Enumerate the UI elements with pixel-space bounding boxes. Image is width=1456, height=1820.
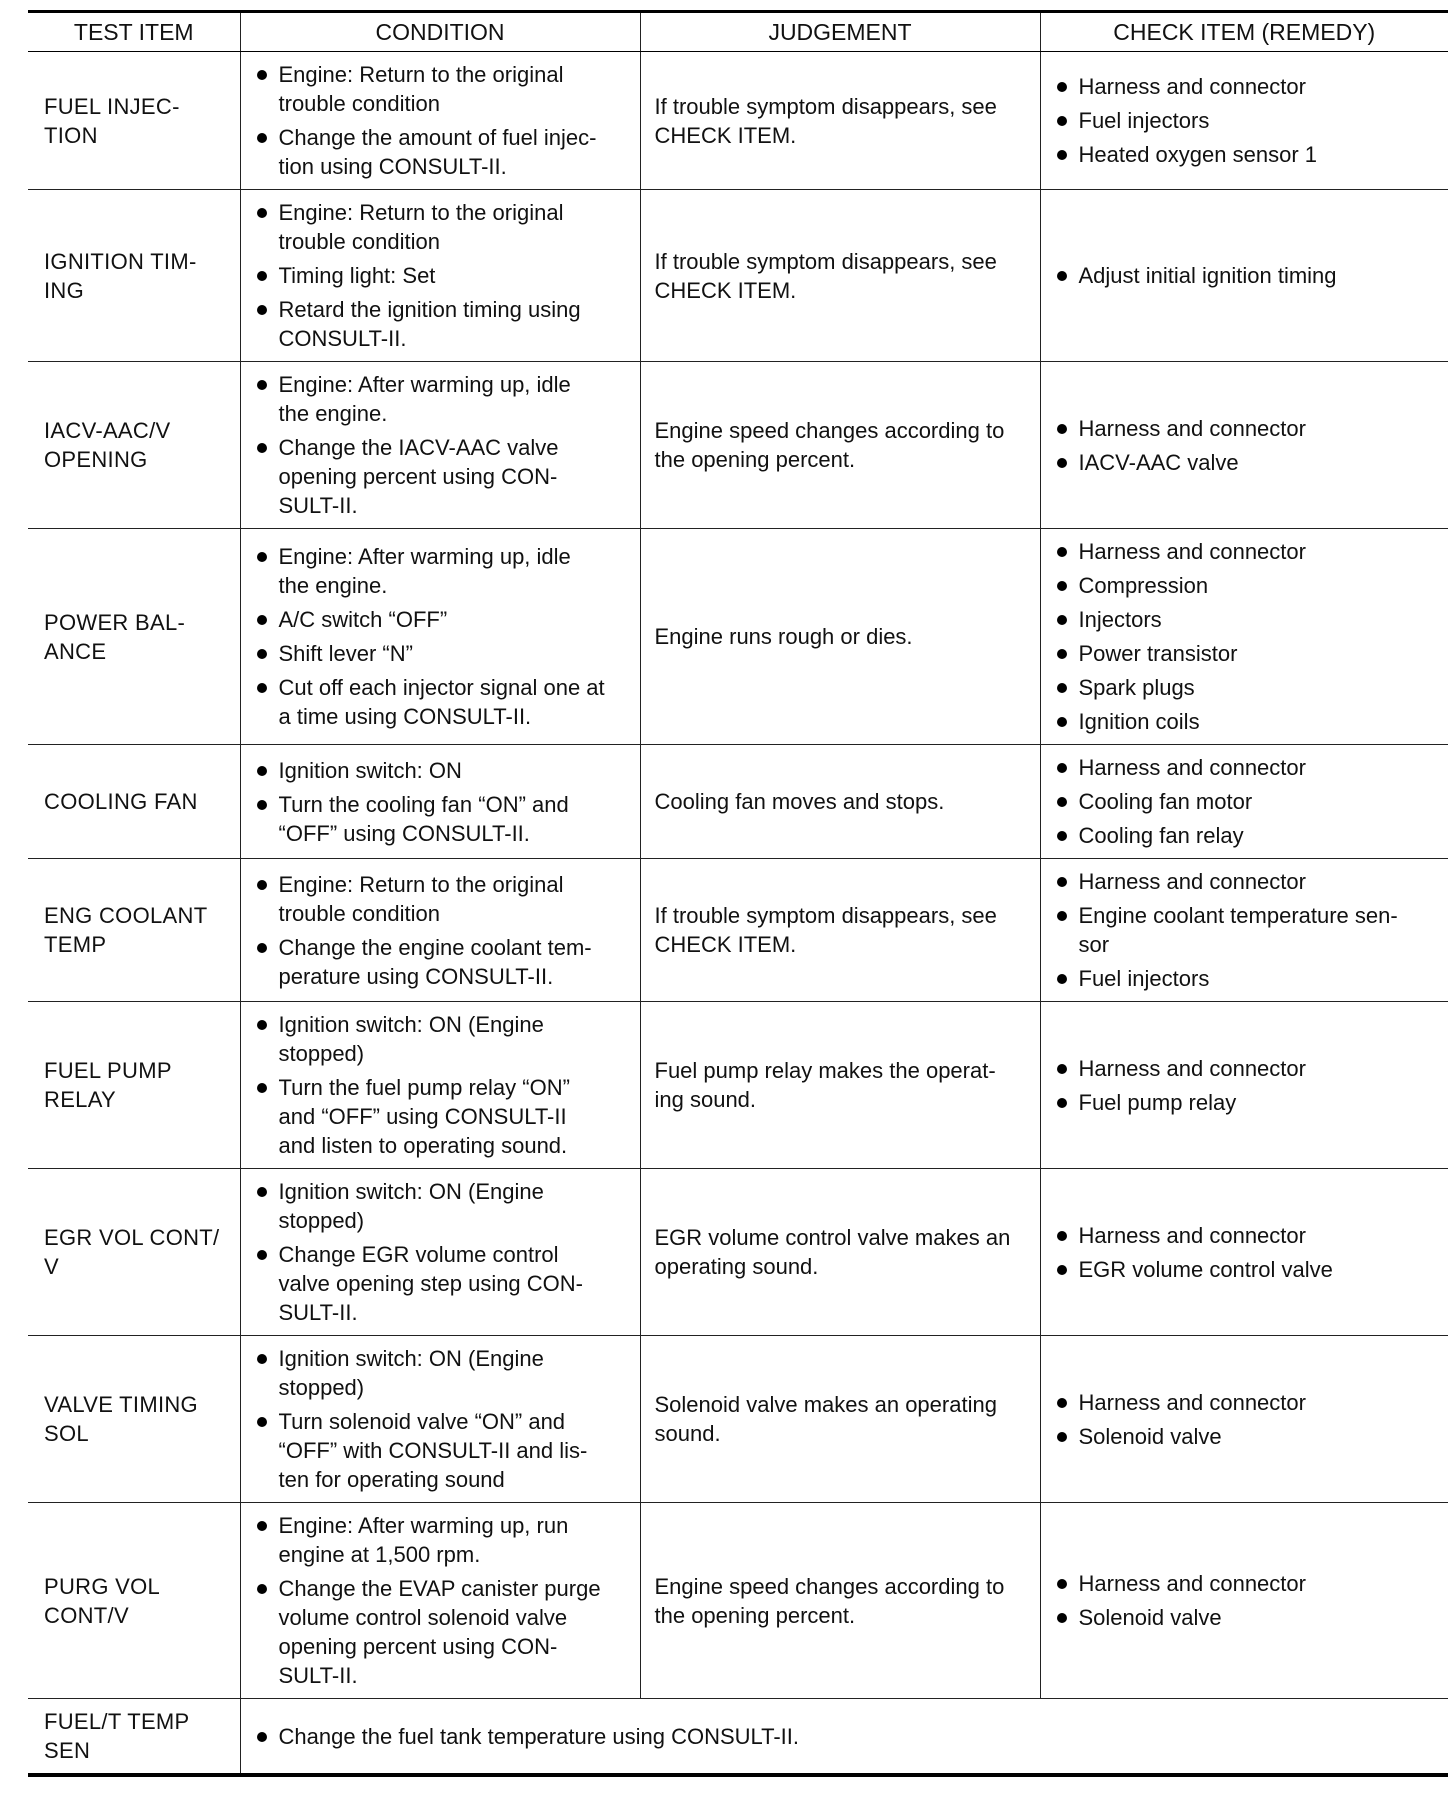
bullet-icon — [1057, 683, 1067, 693]
check-item-list — [1055, 537, 1435, 736]
bullet-icon — [257, 70, 267, 80]
test-item-cell — [28, 859, 240, 1002]
condition-item-text: Change the engine coolant tem- — [278, 934, 592, 960]
condition-item-text: Ignition switch: ON — [278, 757, 462, 783]
judgement-cell — [640, 1336, 1040, 1503]
check-item — [1055, 106, 1435, 135]
check-item-text: Harness and connector — [1078, 755, 1306, 780]
bullet-icon — [257, 1732, 267, 1742]
bullet-icon — [1057, 458, 1067, 468]
check-item — [1055, 673, 1435, 702]
bullet-icon — [257, 305, 267, 315]
judgement-cell — [640, 859, 1040, 1002]
test-item-text: FUEL INJEC- — [44, 93, 180, 119]
check-item — [1055, 1569, 1435, 1598]
header-condition: CONDITION — [240, 12, 640, 52]
check-item — [1055, 537, 1435, 566]
check-item-list — [1055, 867, 1435, 993]
table-row — [28, 1336, 1448, 1503]
test-item-text: ING — [44, 277, 85, 303]
bullet-icon — [257, 800, 267, 810]
condition-item-text: Engine: Return to the original — [278, 200, 564, 225]
judgement-text: Engine runs rough or dies. — [654, 624, 913, 649]
condition-item-text: “OFF” with CONSULT-II and lis- — [278, 1438, 588, 1463]
condition-item — [255, 542, 626, 600]
bullet-icon — [1057, 1231, 1067, 1241]
test-item-text: PURG VOL — [44, 1573, 161, 1599]
condition-item-text: perature using CONSULT-II. — [278, 963, 554, 989]
condition-item — [255, 1010, 626, 1068]
check-item — [1055, 1255, 1435, 1284]
bullet-icon — [257, 1584, 267, 1594]
bullet-icon — [1057, 547, 1067, 557]
test-item-cell — [28, 190, 240, 362]
table-row — [28, 1699, 1448, 1776]
judgement-cell — [640, 1002, 1040, 1169]
bullet-icon — [257, 443, 267, 453]
check-item-text: Harness and connector — [1078, 1055, 1306, 1081]
bullet-icon — [1057, 116, 1067, 126]
condition-item-text: Retard the ignition timing using — [278, 297, 581, 322]
test-item-text: EGR VOL CONT/ — [44, 1225, 220, 1250]
condition-item-text: Ignition switch: ON (Engine — [278, 1179, 544, 1204]
condition-cell — [240, 1503, 640, 1699]
bullet-icon — [257, 208, 267, 218]
test-item-text: FUEL/T TEMP — [44, 1709, 190, 1734]
test-item-cell — [28, 529, 240, 745]
condition-item-text: SULT-II. — [278, 493, 358, 518]
test-item-text: IGNITION TIM- — [44, 248, 197, 274]
condition-item-text: Engine: After warming up, idle — [278, 544, 571, 569]
test-item-text: ANCE — [44, 638, 107, 664]
bullet-icon — [1057, 1579, 1067, 1589]
condition-item-list — [255, 870, 626, 991]
bullet-icon — [257, 943, 267, 953]
condition-item — [255, 1574, 626, 1690]
condition-item-list — [255, 60, 626, 181]
bullet-icon — [1057, 831, 1067, 841]
bullet-icon — [257, 380, 267, 390]
judgement-cell — [640, 745, 1040, 859]
condition-item — [255, 1407, 626, 1494]
check-item — [1055, 1088, 1435, 1117]
test-item-cell — [28, 1336, 240, 1503]
condition-item-text: a time using CONSULT-II. — [278, 704, 532, 729]
condition-item-text: stopped) — [278, 1208, 365, 1233]
check-item-text: Cooling fan motor — [1078, 789, 1253, 814]
check-item — [1055, 821, 1435, 850]
condition-item-text: ten for operating sound — [278, 1467, 505, 1492]
check-item-cell — [1040, 1002, 1448, 1169]
condition-cell — [240, 529, 640, 745]
bullet-icon — [1057, 877, 1067, 887]
judgement-cell — [640, 1503, 1040, 1699]
condition-item — [255, 1073, 626, 1160]
table-row — [28, 362, 1448, 529]
check-item-text: sor — [1078, 932, 1110, 957]
condition-cell — [240, 190, 640, 362]
header-row — [28, 12, 1448, 52]
bullet-icon — [257, 1187, 267, 1197]
condition-cell — [240, 1336, 640, 1503]
test-item-cell — [28, 52, 240, 190]
condition-item-text: Change the amount of fuel injec- — [278, 125, 597, 150]
condition-cell — [240, 859, 640, 1002]
condition-item — [255, 433, 626, 520]
condition-item-list — [255, 1177, 626, 1327]
condition-item-text: stopped) — [278, 1375, 365, 1400]
condition-item-list — [255, 198, 626, 353]
bullet-icon — [257, 271, 267, 281]
test-item-text: VALVE TIMING — [44, 1392, 198, 1417]
check-item — [1055, 72, 1435, 101]
check-item — [1055, 261, 1435, 290]
condition-cell — [240, 362, 640, 529]
judgement-text: Engine speed changes according to — [654, 418, 1005, 443]
test-item-cell — [28, 1503, 240, 1699]
check-item — [1055, 707, 1435, 736]
judgement-cell — [640, 529, 1040, 745]
condition-item-text: Engine: Return to the original — [278, 871, 564, 897]
bullet-icon — [257, 1521, 267, 1531]
check-item-text: Harness and connector — [1078, 539, 1306, 564]
condition-item — [255, 295, 626, 353]
condition-item-text: the engine. — [278, 573, 388, 598]
condition-item — [255, 1240, 626, 1327]
test-item-text: SEN — [44, 1738, 91, 1763]
judgement-cell — [640, 1169, 1040, 1336]
table-row — [28, 745, 1448, 859]
header-test-item: TEST ITEM — [28, 12, 240, 52]
bullet-icon — [1057, 271, 1067, 281]
condition-item-text: CONSULT-II. — [278, 326, 407, 351]
check-item — [1055, 639, 1435, 668]
check-item-cell — [1040, 1336, 1448, 1503]
check-item-text: Injectors — [1078, 607, 1162, 632]
check-item-text: Fuel injectors — [1078, 966, 1210, 991]
condition-item-text: Cut off each injector signal one at — [278, 675, 605, 700]
check-item — [1055, 605, 1435, 634]
condition-item-text: Ignition switch: ON (Engine — [278, 1012, 544, 1037]
check-item — [1055, 1221, 1435, 1250]
bullet-icon — [1057, 763, 1067, 773]
test-item-text: RELAY — [44, 1087, 117, 1112]
bullet-icon — [257, 766, 267, 776]
active-test-table — [28, 10, 1448, 1777]
judgement-text: ing sound. — [654, 1087, 757, 1112]
check-item — [1055, 448, 1435, 477]
condition-item-text: Turn solenoid valve “ON” and — [278, 1409, 566, 1434]
test-item-text: CONT/V — [44, 1602, 129, 1628]
check-item-cell — [1040, 529, 1448, 745]
check-item-list — [1055, 1569, 1435, 1632]
check-item-list — [1055, 72, 1435, 169]
condition-item — [255, 370, 626, 428]
bullet-icon — [1057, 150, 1067, 160]
condition-item-text: volume control solenoid valve — [278, 1605, 568, 1630]
condition-item-text: A/C switch “OFF” — [278, 607, 448, 632]
test-item-text: POWER BAL- — [44, 609, 186, 635]
bullet-icon — [1057, 797, 1067, 807]
check-item-cell — [1040, 1503, 1448, 1699]
condition-item — [255, 870, 626, 928]
condition-item-list — [255, 1010, 626, 1160]
check-item — [1055, 1388, 1435, 1417]
condition-item — [255, 1177, 626, 1235]
condition-item-text: Shift lever “N” — [278, 641, 413, 666]
check-item-text: Harness and connector — [1078, 415, 1306, 441]
table-body — [28, 52, 1448, 1776]
check-item-text: Harness and connector — [1078, 1222, 1306, 1248]
check-item-text: Solenoid valve — [1078, 1423, 1222, 1449]
check-item-text: Harness and connector — [1078, 74, 1306, 99]
test-item-text: TEMP — [44, 932, 107, 957]
check-item — [1055, 1422, 1435, 1451]
check-item-cell — [1040, 190, 1448, 362]
header-check-item: CHECK ITEM (REMEDY) — [1040, 12, 1448, 52]
condition-item-list — [255, 1722, 1435, 1751]
check-item — [1055, 901, 1435, 959]
condition-item-list — [255, 542, 626, 731]
check-item-text: Compression — [1078, 573, 1209, 598]
condition-item-text: and listen to operating sound. — [278, 1133, 568, 1158]
condition-item-text: Change the IACV-AAC valve — [278, 435, 559, 460]
condition-cell — [240, 52, 640, 190]
bullet-icon — [257, 133, 267, 143]
bullet-icon — [257, 1354, 267, 1364]
condition-item-text: engine at 1,500 rpm. — [278, 1542, 481, 1567]
bullet-icon — [257, 1020, 267, 1030]
condition-item-text: Turn the cooling fan “ON” and — [278, 791, 569, 817]
condition-item — [255, 605, 626, 634]
test-item-cell — [28, 1002, 240, 1169]
condition-item-text: trouble condition — [278, 91, 440, 116]
condition-item — [255, 639, 626, 668]
test-item-text: IACV-AAC/V — [44, 418, 171, 443]
condition-item-text: stopped) — [278, 1041, 365, 1066]
condition-item-text: Change the fuel tank temperature using CONSULT-II. — [278, 1723, 800, 1749]
test-item-cell — [28, 1169, 240, 1336]
table-row — [28, 1002, 1448, 1169]
condition-item-text: Engine: After warming up, idle — [278, 372, 571, 397]
check-item-cell — [1040, 1169, 1448, 1336]
check-item-list — [1055, 753, 1435, 850]
condition-item-text: Engine: After warming up, run — [278, 1513, 569, 1538]
test-item-cell — [28, 362, 240, 529]
check-item — [1055, 867, 1435, 896]
check-item-list — [1055, 1054, 1435, 1117]
bullet-icon — [257, 1083, 267, 1093]
check-item — [1055, 787, 1435, 816]
check-item — [1055, 414, 1435, 443]
condition-item-text: SULT-II. — [278, 1300, 358, 1325]
condition-item — [255, 1344, 626, 1402]
condition-item-text: Turn the fuel pump relay “ON” — [278, 1075, 570, 1100]
condition-item — [255, 1722, 1435, 1751]
check-item-list — [1055, 1388, 1435, 1451]
condition-item — [255, 60, 626, 118]
judgement-text: Engine speed changes according to — [654, 1573, 1005, 1599]
condition-item-text: “OFF” using CONSULT-II. — [278, 820, 530, 846]
test-item-text: ENG COOLANT — [44, 903, 208, 928]
condition-item-text: opening percent using CON- — [278, 464, 558, 489]
table-row — [28, 190, 1448, 362]
judgement-text: Cooling fan moves and stops. — [654, 789, 945, 814]
bullet-icon — [1057, 1613, 1067, 1623]
condition-item-text: Engine: Return to the original — [278, 62, 564, 87]
test-item-text: TION — [44, 122, 98, 148]
condition-item-list — [255, 1511, 626, 1690]
condition-item — [255, 261, 626, 290]
check-item-text: Harness and connector — [1078, 1389, 1306, 1415]
bullet-icon — [257, 1250, 267, 1260]
condition-item-text: and “OFF” using CONSULT-II — [278, 1104, 567, 1129]
test-item-text: OPENING — [44, 447, 148, 472]
condition-item-text: Timing light: Set — [278, 263, 436, 288]
table-row — [28, 1503, 1448, 1699]
bullet-icon — [257, 552, 267, 562]
test-item-text: COOLING FAN — [44, 789, 198, 814]
condition-item — [255, 933, 626, 991]
bullet-icon — [1057, 1064, 1067, 1074]
judgement-text: sound. — [654, 1421, 721, 1446]
check-item-text: Fuel pump relay — [1078, 1089, 1237, 1115]
bullet-icon — [257, 683, 267, 693]
judgement-cell — [640, 362, 1040, 529]
check-item-text: Engine coolant temperature sen- — [1078, 903, 1398, 928]
condition-item — [255, 673, 626, 731]
condition-item-text: tion using CONSULT-II. — [278, 154, 507, 179]
check-item — [1055, 753, 1435, 782]
check-item-text: EGR volume control valve — [1078, 1256, 1333, 1282]
bullet-icon — [1057, 615, 1067, 625]
table-row — [28, 52, 1448, 190]
judgement-cell — [640, 52, 1040, 190]
check-item-cell — [1040, 859, 1448, 1002]
judgement-text: the opening percent. — [654, 1602, 856, 1628]
bullet-icon — [1057, 1265, 1067, 1275]
judgement-text: the opening percent. — [654, 447, 856, 472]
judgement-text: If trouble symptom disappears, see — [654, 93, 997, 119]
check-item-text: Harness and connector — [1078, 1571, 1306, 1596]
judgement-text: Solenoid valve makes an operating — [654, 1392, 997, 1417]
check-item — [1055, 571, 1435, 600]
condition-item — [255, 1511, 626, 1569]
test-item-cell — [28, 745, 240, 859]
check-item-list — [1055, 261, 1435, 290]
check-item-text: Fuel injectors — [1078, 108, 1210, 133]
header-judgement: JUDGEMENT — [640, 12, 1040, 52]
condition-cell — [240, 1169, 640, 1336]
condition-item-text: trouble condition — [278, 900, 440, 926]
condition-cell — [240, 1002, 640, 1169]
condition-item-text: trouble condition — [278, 229, 440, 254]
judgement-text: If trouble symptom disappears, see — [654, 248, 997, 274]
condition-item-text: the engine. — [278, 401, 388, 426]
condition-item — [255, 756, 626, 785]
test-item-cell — [28, 1699, 240, 1776]
bullet-icon — [257, 615, 267, 625]
bullet-icon — [1057, 649, 1067, 659]
judgement-text: Fuel pump relay makes the operat- — [654, 1058, 996, 1083]
bullet-icon — [1057, 717, 1067, 727]
judgement-text: CHECK ITEM. — [654, 932, 797, 957]
bullet-icon — [1057, 1398, 1067, 1408]
condition-item-list — [255, 1344, 626, 1494]
check-item-text: Spark plugs — [1078, 675, 1195, 700]
bullet-icon — [257, 1417, 267, 1427]
condition-item-text: Change the EVAP canister purge — [278, 1576, 601, 1601]
check-item-text: Heated oxygen sensor 1 — [1078, 142, 1317, 167]
test-item-text: SOL — [44, 1421, 89, 1446]
table-row — [28, 1169, 1448, 1336]
check-item-text: Harness and connector — [1078, 869, 1306, 894]
check-item-text: Ignition coils — [1078, 709, 1200, 734]
condition-cell — [240, 1699, 1448, 1776]
condition-item-text: Change EGR volume control — [278, 1242, 559, 1267]
check-item-cell — [1040, 362, 1448, 529]
condition-item — [255, 123, 626, 181]
test-item-text: V — [44, 1254, 59, 1279]
test-item-text: FUEL PUMP — [44, 1058, 172, 1083]
check-item — [1055, 140, 1435, 169]
bullet-icon — [1057, 581, 1067, 591]
bullet-icon — [1057, 424, 1067, 434]
judgement-text: operating sound. — [654, 1254, 819, 1279]
table-row — [28, 859, 1448, 1002]
check-item-text: Solenoid valve — [1078, 1605, 1222, 1630]
check-item-list — [1055, 1221, 1435, 1284]
bullet-icon — [1057, 974, 1067, 984]
condition-item-text: valve opening step using CON- — [278, 1271, 583, 1296]
condition-item — [255, 790, 626, 848]
bullet-icon — [257, 649, 267, 659]
table-row — [28, 529, 1448, 745]
judgement-cell — [640, 190, 1040, 362]
check-item — [1055, 964, 1435, 993]
bullet-icon — [1057, 82, 1067, 92]
condition-cell — [240, 745, 640, 859]
condition-item-list — [255, 756, 626, 848]
check-item — [1055, 1054, 1435, 1083]
check-item-text: Adjust initial ignition timing — [1078, 263, 1337, 288]
check-item-list — [1055, 414, 1435, 477]
bullet-icon — [1057, 911, 1067, 921]
judgement-text: EGR volume control valve makes an — [654, 1225, 1011, 1250]
bullet-icon — [257, 880, 267, 890]
check-item-cell — [1040, 52, 1448, 190]
check-item-cell — [1040, 745, 1448, 859]
bullet-icon — [1057, 1098, 1067, 1108]
condition-item — [255, 198, 626, 256]
condition-item-text: Ignition switch: ON (Engine — [278, 1346, 544, 1371]
check-item-text: Power transistor — [1078, 641, 1238, 666]
check-item — [1055, 1603, 1435, 1632]
judgement-text: CHECK ITEM. — [654, 277, 797, 303]
condition-item-list — [255, 370, 626, 520]
condition-item-text: SULT-II. — [278, 1663, 358, 1688]
check-item-text: IACV-AAC valve — [1078, 449, 1239, 475]
judgement-text: If trouble symptom disappears, see — [654, 903, 997, 928]
check-item-text: Cooling fan relay — [1078, 823, 1244, 848]
bullet-icon — [1057, 1432, 1067, 1442]
judgement-text: CHECK ITEM. — [654, 122, 797, 148]
condition-item-text: opening percent using CON- — [278, 1634, 558, 1659]
